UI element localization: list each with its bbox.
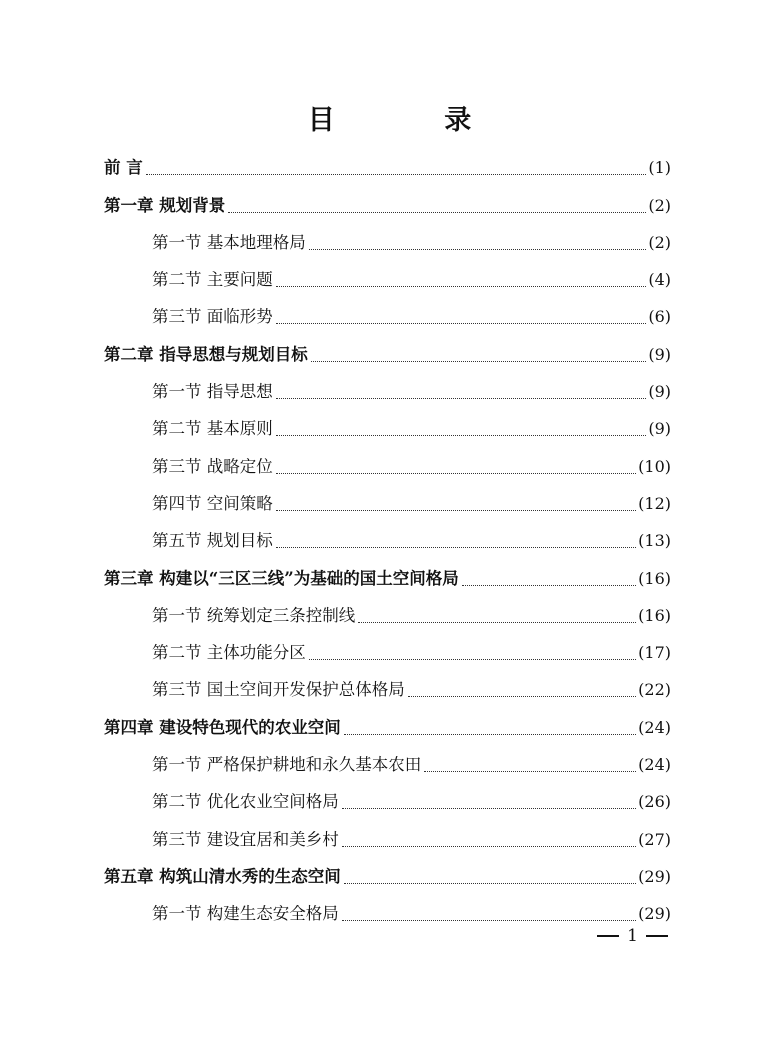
page-number: 1 bbox=[627, 926, 638, 946]
toc-dot-leader bbox=[309, 248, 647, 250]
toc-section-row[interactable] bbox=[104, 519, 671, 556]
toc-entry-page: (9) bbox=[648, 344, 671, 364]
toc-entry-page: (16) bbox=[638, 605, 671, 625]
footer-dash-right bbox=[646, 935, 668, 937]
table-of-contents bbox=[104, 146, 671, 929]
toc-dot-leader bbox=[276, 397, 647, 399]
toc-section-row[interactable] bbox=[104, 370, 671, 407]
toc-entry-page: (29) bbox=[638, 866, 671, 886]
toc-entry-page: (24) bbox=[638, 755, 671, 775]
toc-entry-page: (2) bbox=[648, 195, 671, 215]
toc-entry-label: 第一节 构建生态安全格局 bbox=[152, 904, 339, 924]
toc-entry-page: (1) bbox=[648, 158, 671, 178]
toc-entry-page: (17) bbox=[638, 643, 671, 663]
toc-entry-label: 第五章 构筑山清水秀的生态空间 bbox=[104, 866, 341, 886]
toc-entry-page: (13) bbox=[638, 531, 671, 551]
footer-dash-left bbox=[597, 935, 619, 937]
toc-dot-leader bbox=[276, 285, 647, 287]
toc-entry-page: (27) bbox=[638, 829, 671, 849]
toc-section-row[interactable] bbox=[104, 295, 671, 332]
toc-dot-leader bbox=[408, 695, 636, 697]
toc-entry-page: (22) bbox=[638, 680, 671, 700]
toc-entry-label: 前 言 bbox=[104, 158, 143, 178]
toc-section-row[interactable] bbox=[104, 482, 671, 519]
toc-section-row[interactable] bbox=[104, 780, 671, 817]
toc-entry-label: 第一节 基本地理格局 bbox=[152, 232, 306, 252]
toc-dot-leader bbox=[146, 173, 647, 175]
toc-dot-leader bbox=[311, 360, 647, 362]
toc-dot-leader bbox=[358, 621, 636, 623]
toc-entry-page: (9) bbox=[648, 419, 671, 439]
toc-entry-page: (29) bbox=[638, 904, 671, 924]
toc-dot-leader bbox=[276, 509, 636, 511]
toc-dot-leader bbox=[228, 211, 646, 213]
toc-dot-leader bbox=[342, 919, 636, 921]
toc-dot-leader bbox=[276, 472, 636, 474]
toc-chapter-row[interactable] bbox=[104, 556, 671, 593]
toc-entry-label: 第三节 建设宜居和美乡村 bbox=[152, 829, 339, 849]
toc-entry-label: 第二节 基本原则 bbox=[152, 419, 273, 439]
toc-chapter-row[interactable] bbox=[104, 183, 671, 220]
toc-dot-leader bbox=[276, 434, 647, 436]
toc-entry-label: 第一节 统筹划定三条控制线 bbox=[152, 605, 356, 625]
toc-section-row[interactable] bbox=[104, 221, 671, 258]
toc-chapter-row[interactable] bbox=[104, 332, 671, 369]
toc-dot-leader bbox=[342, 845, 636, 847]
toc-section-row[interactable] bbox=[104, 444, 671, 481]
toc-entry-label: 第三节 国土空间开发保护总体格局 bbox=[152, 680, 405, 700]
page-footer bbox=[0, 926, 668, 946]
toc-entry-label: 第二节 主体功能分区 bbox=[152, 643, 306, 663]
toc-section-row[interactable] bbox=[104, 631, 671, 668]
toc-dot-leader bbox=[276, 546, 636, 548]
toc-entry-label: 第一章 规划背景 bbox=[104, 195, 226, 215]
toc-entry-label: 第三节 战略定位 bbox=[152, 456, 273, 476]
toc-chapter-row[interactable] bbox=[104, 855, 671, 892]
toc-entry-label: 第四节 空间策略 bbox=[152, 493, 273, 513]
toc-dot-leader bbox=[276, 322, 647, 324]
toc-entry-page: (24) bbox=[638, 717, 671, 737]
toc-entry-label: 第三节 面临形势 bbox=[152, 307, 273, 327]
toc-entry-label: 第一节 指导思想 bbox=[152, 382, 273, 402]
toc-section-row[interactable] bbox=[104, 407, 671, 444]
toc-chapter-row[interactable] bbox=[104, 705, 671, 742]
toc-section-row[interactable] bbox=[104, 743, 671, 780]
toc-dot-leader bbox=[424, 770, 636, 772]
page-title: 目 录 bbox=[307, 105, 522, 136]
toc-entry-label: 第二节 主要问题 bbox=[152, 270, 273, 290]
toc-entry-page: (10) bbox=[638, 456, 671, 476]
toc-entry-label: 第一节 严格保护耕地和永久基本农田 bbox=[152, 755, 422, 775]
toc-section-row[interactable] bbox=[104, 892, 671, 929]
toc-entry-page: (6) bbox=[648, 307, 671, 327]
toc-entry-label: 第三章 构建以“三区三线”为基础的国土空间格局 bbox=[104, 568, 459, 588]
toc-section-row[interactable] bbox=[104, 817, 671, 854]
toc-entry-label: 第二节 优化农业空间格局 bbox=[152, 792, 339, 812]
toc-entry-page: (26) bbox=[638, 792, 671, 812]
toc-section-row[interactable] bbox=[104, 258, 671, 295]
toc-entry-page: (4) bbox=[648, 270, 671, 290]
toc-entry-page: (9) bbox=[648, 382, 671, 402]
toc-section-row[interactable] bbox=[104, 668, 671, 705]
toc-entry-label: 第五节 规划目标 bbox=[152, 531, 273, 551]
toc-chapter-row[interactable] bbox=[104, 146, 671, 183]
toc-section-row[interactable] bbox=[104, 594, 671, 631]
toc-dot-leader bbox=[342, 807, 636, 809]
toc-entry-page: (16) bbox=[638, 568, 671, 588]
toc-dot-leader bbox=[309, 658, 636, 660]
toc-entry-page: (12) bbox=[638, 493, 671, 513]
toc-dot-leader bbox=[344, 882, 636, 884]
toc-entry-page: (2) bbox=[648, 232, 671, 252]
toc-dot-leader bbox=[344, 733, 636, 735]
toc-dot-leader bbox=[462, 584, 636, 586]
toc-entry-label: 第四章 建设特色现代的农业空间 bbox=[104, 717, 341, 737]
toc-entry-label: 第二章 指导思想与规划目标 bbox=[104, 344, 308, 364]
